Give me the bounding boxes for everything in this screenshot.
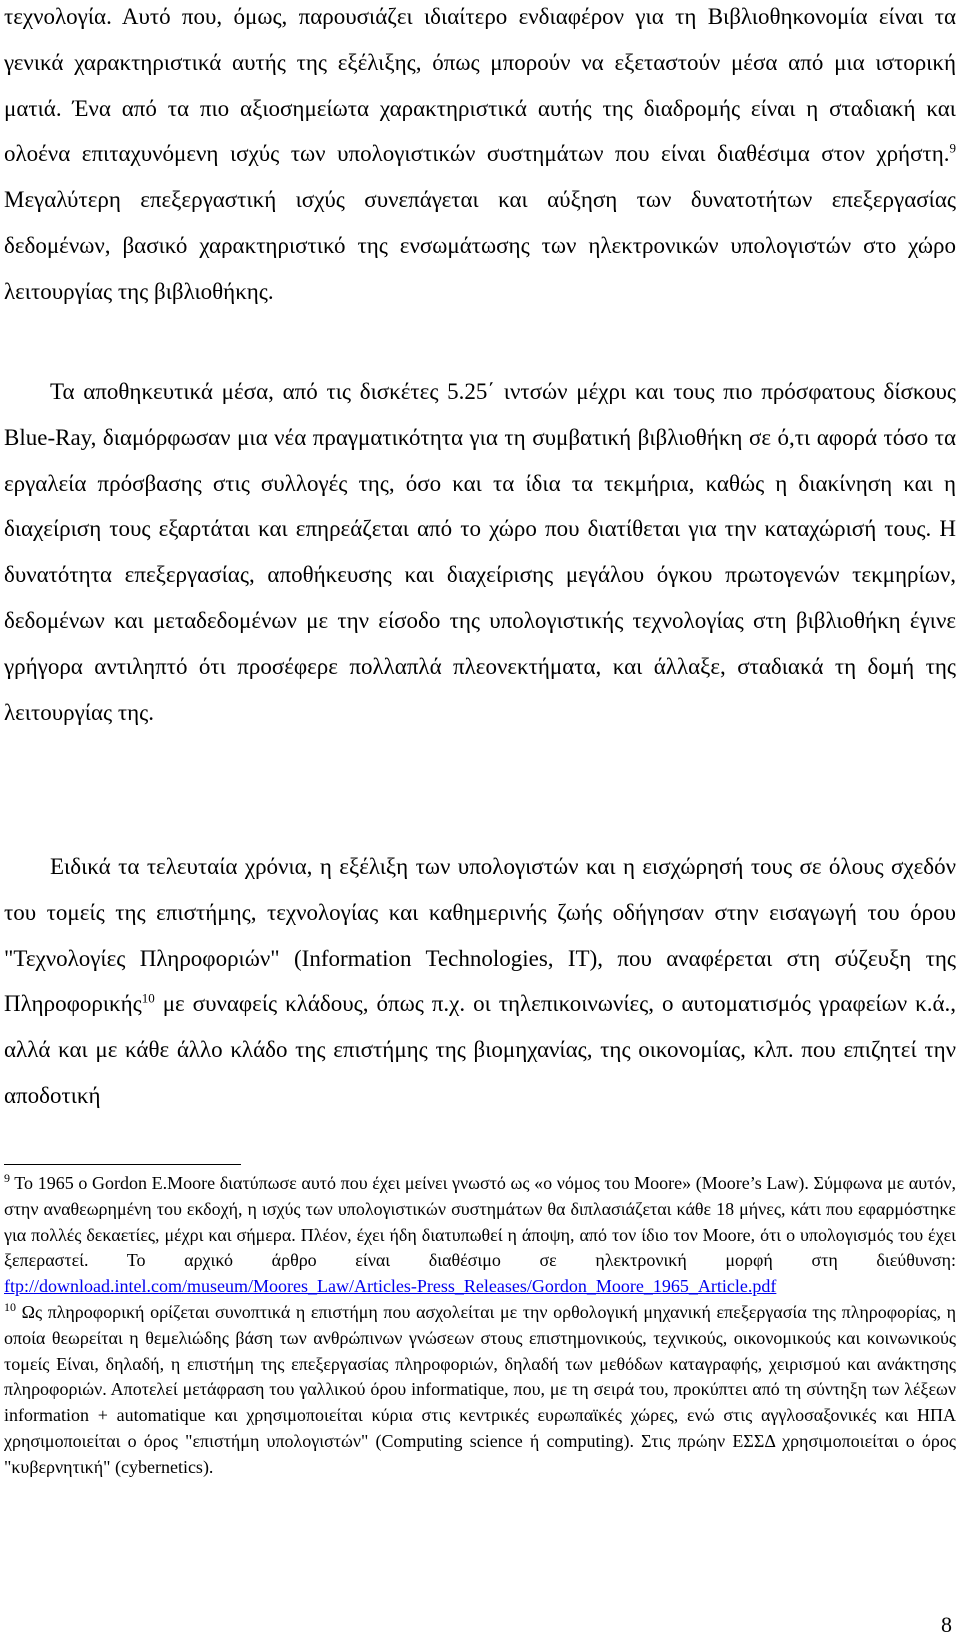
footnote-mark: 9	[4, 1171, 10, 1185]
paragraph-information-technologies	[4, 844, 956, 1119]
footnote-10	[4, 1300, 956, 1481]
paragraph-storage-media: Τα αποθηκευτικά μέσα, από τις δισκέτες 5.25΄ ιντσών μέχρι και τους πιο πρόσφατους δίσκους Blue-Ray, διαμόρφωσαν μια νέα πραγματικότητα για τη συμβατική βιβλιοθήκη σε ό,τι αφορά τόσο τα εργαλεία πρόσβασης στις συλλογές της, όσο και τα ίδια τα τεκμήρια, καθώς η διακίνηση και η διαχείριση τους εξαρτάται και επηρεάζεται από το χώρο που διατίθεται για την καταχώρισή τους. Η δυνατότητα επεξεργασίας, αποθήκευσης και διαχείρισης μεγάλου όγκου πρωτογενών τεκμηρίων, δεδομένων και μεταδεδομένων με την είσοδο της υπολογιστικής τεχνολογίας στη βιβλιοθήκη έγινε γρήγορα αντιληπτό ότι προσέφερε πολλαπλά πλεονεκτήματα, και άλλαξε, σταδιακά τη δομή της λειτουργίας της.	[4, 379, 956, 725]
paragraph-moore-processing	[4, 0, 956, 315]
footnote-9	[4, 1171, 956, 1300]
footnote-reference-10[interactable]: 10	[141, 990, 155, 1006]
page-number: 8	[941, 1612, 952, 1637]
footnote-text: Ως πληροφορική ορίζεται συνοπτικά η επιστήμη που ασχολείται με την ορθολογική μηχανική επεξεργασία της πληροφορίας, η οποία θεωρείται η θεμελιώδης βάση των ανθρώπινων γνώσεων στους επιστημονικούς, τεχνικούς, οικονομικούς και κοινωνικούς τομείς Είναι, δηλαδή, η επιστήμη της επεξεργασίας πληροφοριών, δηλαδή των μεθόδων καταγραφής, χειρισμού και ανάκτησης πληροφοριών. Αποτελεί μετάφραση του γαλλικού όρου informatique, που, με τη σειρά του, προκύπτει από τη σύντηξη των λέξεων information + automatique και χρησιμοποιείται κύρια στις κεντρικές ευρωπαϊκές χώρες, ενώ στις αγγλοσαξονικές και ΗΠΑ χρησιμοποιείται ο όρος "επιστήμη υπολογιστών" (Computing science ή computing). Στις πρώην ΕΣΣΔ χρησιμοποιείται ο όρος "κυβερνητική" (cybernetics).	[4, 1301, 956, 1477]
paragraph-text-continued: Μεγαλύτερη επεξεργαστική ισχύς συνεπάγεται και αύξηση των δυνατοτήτων επεξεργασίας δεδομένων, βασικό χαρακτηριστικό της ενσωμάτωσης των ηλεκτρονικών υπολογιστών στο χώρο λειτουργίας της βιβλιοθήκης.	[4, 187, 956, 304]
footnotes-section	[4, 1171, 956, 1481]
footnote-reference-9[interactable]: 9	[949, 140, 956, 156]
footnote-mark: 10	[4, 1299, 16, 1314]
paragraph-text: τεχνολογία. Αυτό που, όμως, παρουσιάζει ιδιαίτερο ενδιαφέρον για τη Βιβλιοθηκονομία είναι τα γενικά χαρακτηριστικά αυτής της εξέλιξης, όπως μπορούν να εξεταστούν μέσα από μια ιστορική ματιά. Ένα από τα πιο αξιοσημείωτα χαρακτηριστικά αυτής της διαδρομής είναι η σταδιακή και ολοένα επιταχυνόμενη ισχύς των υπολογιστικών συστημάτων που είναι διαθέσιμα στον χρήστη.	[4, 4, 956, 167]
footnote-separator	[4, 1164, 241, 1165]
footnote-link[interactable]: ftp://download.intel.com/museum/Moores_Law/Articles-Press_Releases/Gordon_Moore_1965_Article.pdf	[4, 1276, 777, 1297]
paragraph-text: Ειδικά τα τελευταία χρόνια, η εξέλιξη των υπολογιστών και η εισχώρησή τους σε όλους σχεδόν του τομείς της επιστήμης, τεχνολογίας και καθημερινής ζωής οδήγησαν στην εισαγωγή του όρου "Τεχνολογίες Πληροφοριών" (Information Technologies, IT), που αναφέρεται στη σύζευξη της Πληροφορικής	[4, 854, 956, 1017]
document-page	[4, 0, 956, 1646]
footnote-text: Το 1965 ο Gordon E.Moore διατύπωσε αυτό που έχει μείνει γνωστό ως «ο νόμος του Moore» (Moore’s Law). Σύμφωνα με αυτόν, στην αναθεωρημένη του εκδοχή, η ισχύς των υπολογιστικών συστημάτων θα διπλασιάζεται κάθε 18 μήνες, κάτι που εφαρμόστηκε για πολλές δεκαετίες, μέχρι και σήμερα. Πλέον, έχει ήδη διατυπωθεί η άποψη, από τον ίδιο τον Moore, ότι ο υπολογισμός του έχει ξεπεραστεί. Το αρχικό άρθρο είναι διαθέσιμο σε ηλεκτρονική μορφή στη διεύθυνση:	[4, 1173, 956, 1271]
paragraph-text-continued: με συναφείς κλάδους, όπως π.χ. οι τηλεπικοινωνίες, ο αυτοματισμός γραφείων κ.ά., αλλά και με κάθε άλλο κλάδο της επιστήμης της βιομηχανίας, της οικονομίας, κλπ. που επιζητεί την αποδοτική	[4, 991, 956, 1108]
